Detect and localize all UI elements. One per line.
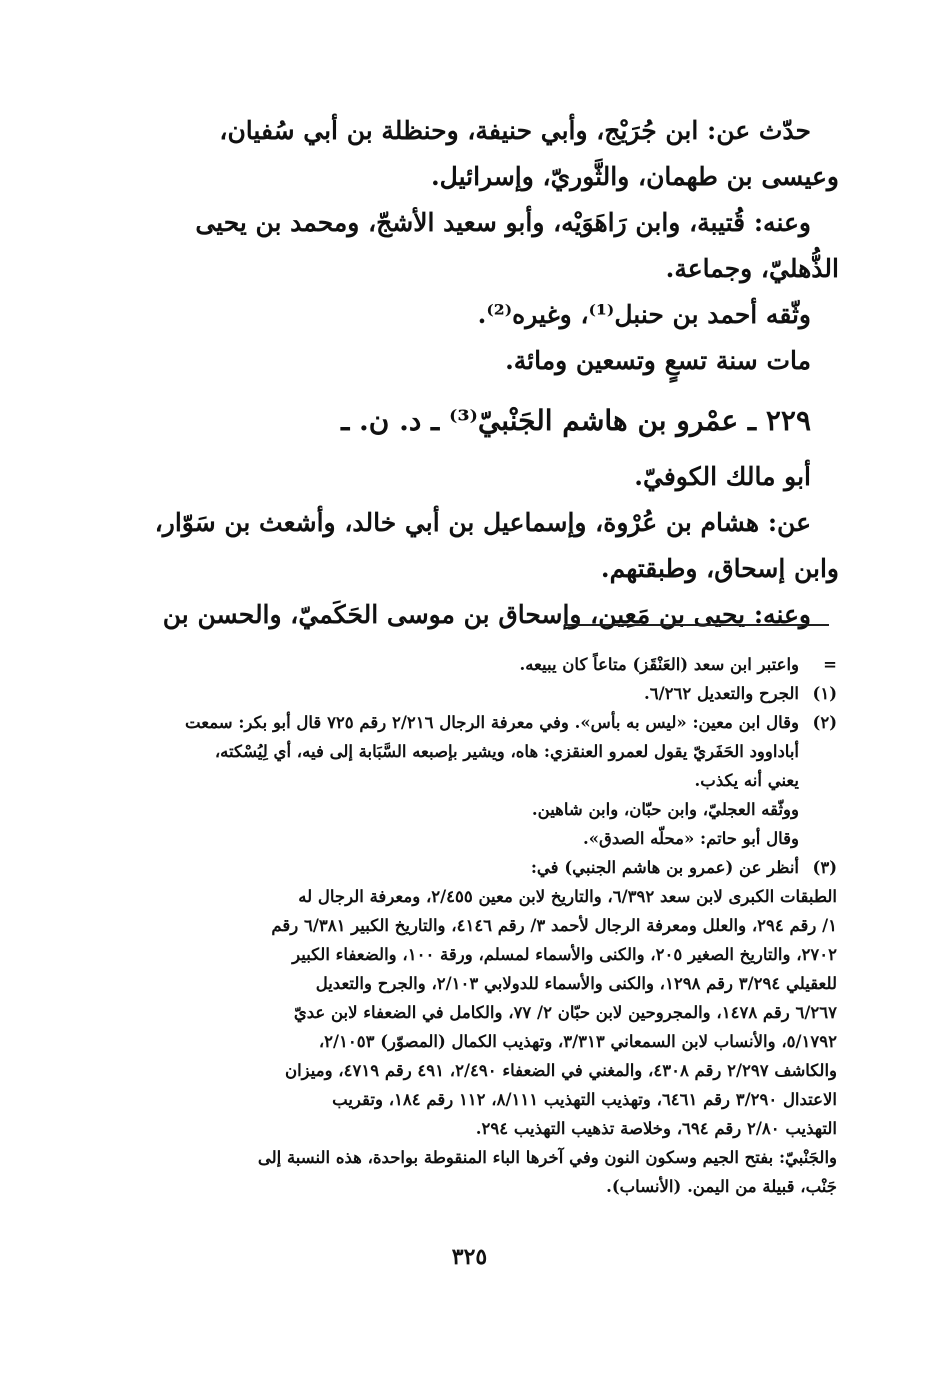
footnote-3-line: ١/ رقم ٢٩٤، والعلل ومعرفة الرجال لأحمد ٣/ رقم ٤١٤٦، والتاريخ الكبير ٦/٣٨١ رقم	[271, 916, 837, 935]
footnote-2-line: أباداوود الحَفَريّ يقول لعمرو العنقزي: هاه، ويشير بإصبعه السَّبَابة إلى فيه، أي لِيُسْكته،	[214, 742, 799, 761]
footnote-1-text: الجرح والتعديل ٦/٢٦٢.	[643, 684, 799, 703]
footnote-3-line: الطبقات الكبرى لابن سعد ٦/٣٩٢، والتاريخ لابن معين ٢/٤٥٥، ومعرفة الرجال له	[298, 887, 837, 906]
footnote-3-line: للعقيلي ٣/٢٩٤ رقم ١٢٩٨، والكنى والأسماء للدولابي ٢/١٠٣، والجرح والتعديل	[315, 974, 837, 993]
footnote-3-line: الاعتدال ٣/٢٩٠ رقم ٦٤٦١، وتهذيب التهذيب ٨/١١١، ١١٢ رقم ١٨٤، وتقريب	[332, 1090, 837, 1109]
narration-from-line-1: حدّث عن: ابن جُرَيْج، وأبي حنيفة، وحنظلة بن أبي سُفيان،	[219, 116, 811, 145]
entry-narration-from-line-2: وابن إسحاق، وطبقتهم.	[600, 554, 839, 583]
footnotes-block	[98, 650, 837, 1201]
footnote-2-line: وقال أبو حاتم: «محلّه الصدق».	[583, 829, 799, 848]
kunya-line: أبو مالك الكوفيّ.	[634, 462, 811, 491]
footnote-separator	[564, 624, 829, 626]
footnote-3-sources	[98, 882, 837, 1201]
authentication-line: وثّقه أحمد بن حنبل⁽¹⁾، وغيره⁽²⁾.	[477, 300, 811, 329]
footnote-3-line: ٦/٢٦٧ رقم ١٤٧٨، والمجروحين لابن حبّان ٢/ ٧٧، والكامل في الضعفاء لابن عديّ	[293, 1003, 837, 1022]
narrated-by-line-1: وعنه: قُتيبة، وابن رَاهَوَيْه، وأبو سعيد الأشجّ، ومحمد بن يحيى	[195, 208, 811, 237]
footnote-continuation-text: واعتبر ابن سعد (العَنْقَز) متاعاً كان يبيعه.	[519, 655, 799, 674]
entry-narration-from-line-1: عن: هشام بن عُرْوة، وإسماعيل بن أبي خالد، وأشعث بن سَوّار،	[154, 508, 811, 537]
footnote-3-line: والجَنْبيّ: بفتح الجيم وسكون النون وفي آخرها الباء المنقوطة بواحدة، هذه النسبة إلى	[257, 1148, 837, 1167]
footnote-3-line: ٢٧٠٢، والتاريخ الصغير ٢٠٥، والكنى والأسماء لمسلم، ورقة ١٠٠، والضعفاء الكبير	[292, 945, 837, 964]
page-number: ٣٢٥	[451, 1244, 488, 1270]
footnote-3-line: ٥/١٧٩٢، والأنساب لابن السمعاني ٣/٣١٣، وتهذيب الكمال (المصوّر) ٢/١٠٥٣،	[318, 1032, 837, 1051]
footnote-continuation-mark: =	[823, 655, 837, 674]
death-year-line: مات سنة تسعٍ وتسعين ومائة.	[505, 346, 811, 375]
footnote-2-line: ووثّقه العجليّ، وابن حبّان، وابن شاهين.	[531, 800, 799, 819]
main-text-block	[100, 108, 839, 638]
footnote-3	[98, 853, 837, 882]
entry-heading: ٢٢٩ ـ عمْرو بن هاشم الجَنْبيّ⁽³⁾ ـ د. ن. ـ	[341, 404, 811, 437]
footnote-3-line: أنظر عن (عمرو بن هاشم الجنبي) في:	[530, 858, 799, 877]
footnote-2-line: وقال ابن معين: «ليس به بأس». وفي معرفة الرجال ٢/٢١٦ رقم ٧٢٥ قال أبو بكر: سمعت	[185, 713, 799, 732]
footnote-1	[98, 679, 837, 708]
footnote-3-line: التهذيب ٢/٨٠ رقم ٦٩٤، وخلاصة تذهيب التهذيب ٢٩٤.	[475, 1119, 837, 1138]
footnote-1-mark: (١)	[812, 684, 837, 703]
footnote-3-mark: (٣)	[812, 858, 837, 877]
entry-narrated-by-line: وعنه: يحيى بن مَعِين، وإسحاق بن موسى الحَكَميّ، والحسن بن	[162, 600, 811, 629]
footnote-3-line: والكاشف ٢/٢٩٧ رقم ٤٣٠٨، والمغني في الضعفاء ٢/٤٩٠، ٤٩١ رقم ٤٧١٩، وميزان	[284, 1061, 837, 1080]
footnote-2-line: يعني أنه يكذب.	[694, 771, 799, 790]
footnote-3-line: جَنْب، قبيلة من اليمن. (الأنساب).	[606, 1177, 837, 1196]
narrated-by-line-2: الذُّهليّ، وجماعة.	[665, 254, 839, 283]
narration-from-line-2: وعيسى بن طهمان، والثَّوريّ، وإسرائيل.	[430, 162, 839, 191]
footnote-2	[98, 708, 837, 853]
footnote-continuation	[98, 650, 837, 679]
footnote-2-mark: (٢)	[812, 713, 837, 732]
